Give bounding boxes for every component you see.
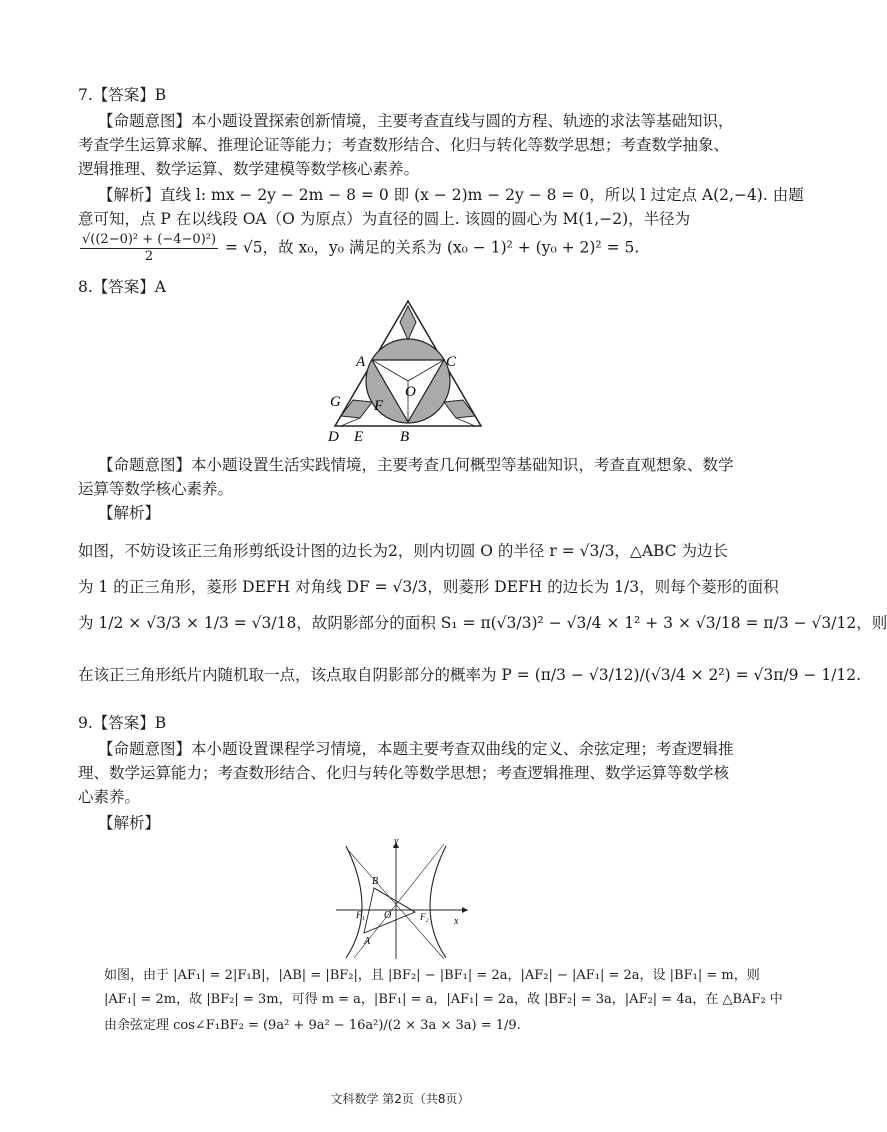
q7-radius-numerator: √((2−0)² + (−4−0)²) bbox=[82, 232, 217, 247]
q8-analysis-head: 【解析】 bbox=[98, 504, 161, 522]
q9-intent-3: 心素养。 bbox=[78, 788, 141, 806]
label-f1: F₁ bbox=[356, 910, 365, 920]
q7-intent-2: 考查学生运算求解、推理论证等能力；考查数形结合、化归与转化等数学思想；考查数学抽象、 bbox=[78, 136, 730, 154]
x-axis-arrow bbox=[462, 907, 468, 913]
segment-bf2 bbox=[374, 888, 415, 912]
label-d: D bbox=[328, 429, 339, 445]
q8-intent-2: 运算等数学核心素养。 bbox=[78, 480, 234, 498]
right-rhombus bbox=[444, 400, 475, 418]
q7-analysis-3-rest: = √5，故 x₀，y₀ 满足的关系为 (x₀ − 1)² + (y₀ + 2)² = 5. bbox=[225, 238, 640, 257]
q9-step-1: 如图，由于 |AF₁| = 2|F₁B|，|AB| = |BF₂|，且 |BF₂| − |BF₁| = 2a，|AF₂| − |AF₁| = 2a，设 |BF₁| = m，则 bbox=[104, 968, 760, 983]
q7-intent-3: 逻辑推理、数学运算、数学建模等数学核心素养。 bbox=[78, 160, 420, 178]
q7-answer: 7.【答案】B bbox=[78, 86, 167, 104]
label-y: y bbox=[394, 836, 399, 847]
label-b: B bbox=[400, 429, 410, 445]
q9-intent-1: 【命题意图】本小题设置课程学习情境，本题主要考查双曲线的定义、余弦定理；考查逻辑推 bbox=[98, 740, 734, 758]
label-o: O bbox=[384, 910, 392, 921]
label-e: E bbox=[354, 429, 364, 445]
edge-right bbox=[456, 418, 475, 426]
q7-radius-fraction bbox=[80, 232, 218, 265]
page-footer: 文科数学 第2页（共8页） bbox=[330, 1092, 470, 1106]
label-c: C bbox=[446, 354, 457, 370]
q7-analysis-3 bbox=[78, 232, 728, 265]
q8-analysis-3: 为 1/2 × √3/3 × 1/3 = √3/18，故阴影部分的面积 S₁ = π(√3/3)² − √3/4 × 1² + 3 × √3/18 = π/3 − √3/12，则 bbox=[78, 614, 887, 632]
left-rhombus bbox=[341, 400, 372, 418]
q9-hyperbola-figure bbox=[336, 838, 472, 960]
q8-analysis-4: 在该正三角形纸片内随机取一点，该点取自阴影部分的概率为 P = (π/3 − √3/12)/(√3/4 × 2²) = √3π/9 − 1/12. bbox=[78, 666, 862, 684]
label-b: B bbox=[372, 876, 379, 887]
q9-intent-2: 理、数学运算能力；考查数形结合、化归与转化等数学思想；考查逻辑推理、数学运算等数学核 bbox=[78, 764, 730, 782]
q8-analysis-2: 为 1 的正三角形，菱形 DEFH 对角线 DF = √3/3，则菱形 DEFH 的边长为 1/3，则每个菱形的面积 bbox=[78, 578, 779, 596]
q9-step-3: 由余弦定理 cos∠F₁BF₂ = (9a² + 9a² − 16a²)/(2 × 3a × 3a) = 1/9. bbox=[104, 1018, 521, 1033]
label-f: F bbox=[374, 398, 384, 414]
right-branch bbox=[430, 846, 446, 958]
label-o: O bbox=[405, 384, 416, 400]
q7-intent-1: 【命题意图】本小题设置探索创新情境，主要考查直线与圆的方程、轨迹的求法等基础知识， bbox=[98, 112, 734, 130]
q8-intent-1: 【命题意图】本小题设置生活实践情境，主要考查几何概型等基础知识，考查直观想象、数学 bbox=[98, 456, 734, 474]
label-g: G bbox=[330, 394, 341, 410]
q7-analysis-2: 意可知，点 P 在以线段 OA（O 为原点）为直径的圆上. 该圆的圆心为 M(1,−2)，半径为 bbox=[78, 210, 691, 228]
label-f2: F₂ bbox=[420, 912, 429, 922]
q9-step-2: |AF₁| = 2m，故 |BF₂| = 3m，可得 m = a，|BF₁| = a，|AF₁| = 2a，故 |BF₂| = 3a，|AF₂| = 4a，在 △BAF₂ 中 bbox=[104, 992, 783, 1007]
q7-analysis-1: 【解析】直线 l: mx − 2y − 2m − 8 = 0 即 (x − 2)m − 2y − 8 = 0，所以 l 过定点 A(2,−4). 由题 bbox=[98, 186, 804, 204]
q8-answer: 8.【答案】A bbox=[78, 278, 166, 296]
edge-de bbox=[341, 418, 360, 426]
q7-radius-denominator: 2 bbox=[144, 249, 154, 264]
q8-analysis-1: 如图，不妨设该正三角形剪纸设计图的边长为2，则内切圆 O 的半径 r = √3/3，△ABC 为边长 bbox=[78, 542, 729, 560]
label-x: x bbox=[454, 916, 459, 927]
q9-analysis-head: 【解析】 bbox=[98, 814, 161, 832]
q8-triangle-figure bbox=[320, 298, 480, 448]
label-a: A bbox=[356, 354, 366, 370]
q9-answer: 9.【答案】B bbox=[78, 714, 167, 732]
label-a: A bbox=[364, 936, 371, 947]
